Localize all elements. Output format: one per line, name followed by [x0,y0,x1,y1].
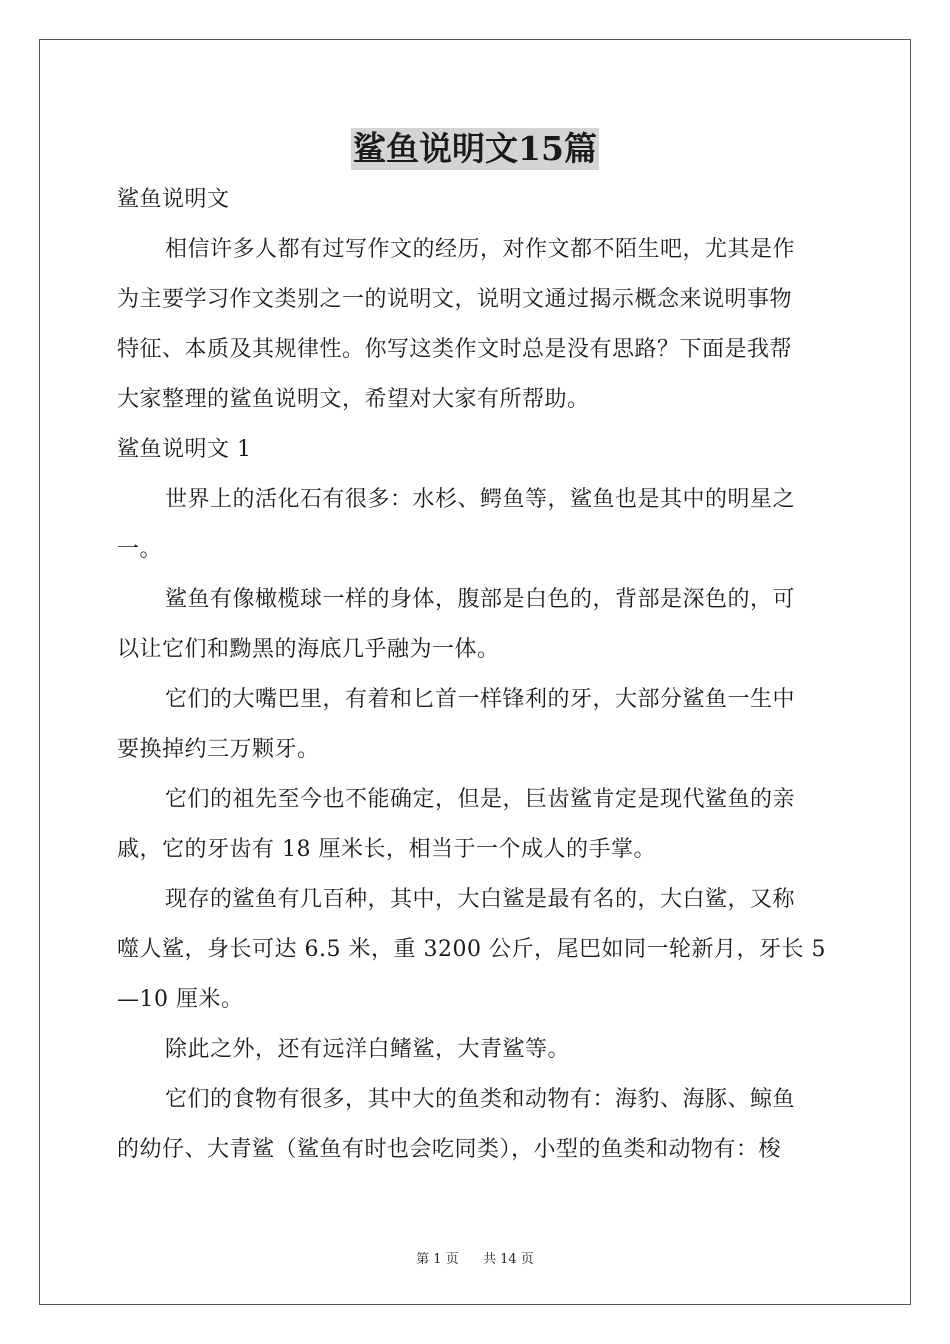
page-number-total: 共 14 页 [483,1252,534,1267]
paragraph-line: 现存的鲨鱼有几百种，其中，大白鲨是最有名的，大白鲨，又称 [165,887,796,912]
paragraph-line: 除此之外，还有远洋白鳍鲨，大青鲨等。 [165,1037,571,1062]
paragraph-line: 大家整理的鲨鱼说明文，希望对大家有所帮助。 [117,387,590,412]
paragraph-line: 世界上的活化石有很多：水杉、鳄鱼等，鲨鱼也是其中的明星之 [165,487,796,512]
page-number-current: 第 1 页 [416,1252,459,1267]
paragraph-line: 鲨鱼有像橄榄球一样的身体，腹部是白色的，背部是深色的，可 [165,587,796,612]
paragraph-line: 以让它们和黝黑的海底几乎融为一体。 [117,637,500,662]
paragraph-line: 相信许多人都有过写作文的经历，对作文都不陌生吧，尤其是作 [165,237,796,262]
paragraph-line: 要换掉约三万颗牙。 [117,737,320,762]
paragraph-line: 它们的祖先至今也不能确定，但是，巨齿鲨肯定是现代鲨鱼的亲 [165,787,796,812]
section-heading: 鲨鱼说明文 1 [117,437,252,462]
page-footer [0,1248,950,1267]
paragraph-line: 它们的大嘴巴里，有着和匕首一样锋利的牙，大部分鲨鱼一生中 [165,687,796,712]
paragraph-line: 噬人鲨，身长可达 6.5 米，重 3200 公斤，尾巴如同一轮新月，牙长 5 [117,937,826,962]
paragraph-line: 的幼仔、大青鲨（鲨鱼有时也会吃同类），小型的鱼类和动物有：梭 [117,1137,782,1162]
paragraph-line: 为主要学习作文类别之一的说明文，说明文通过揭示概念来说明事物 [117,287,793,312]
paragraph-line: 戚，它的牙齿有 18 厘米长，相当于一个成人的手掌。 [117,837,656,862]
paragraph-line: 鲨鱼说明文 [117,187,230,212]
document-title: 鲨鱼说明文15篇 [353,129,597,168]
document-body [117,175,835,1175]
paragraph-line: —10 厘米。 [117,987,244,1012]
title-container [0,128,950,170]
paragraph-line: 一。 [117,537,163,562]
paragraph-line: 特征、本质及其规律性。你写这类作文时总是没有思路？下面是我帮 [117,337,793,362]
paragraph-line: 它们的食物有很多，其中大的鱼类和动物有：海豹、海豚、鲸鱼 [165,1087,796,1112]
